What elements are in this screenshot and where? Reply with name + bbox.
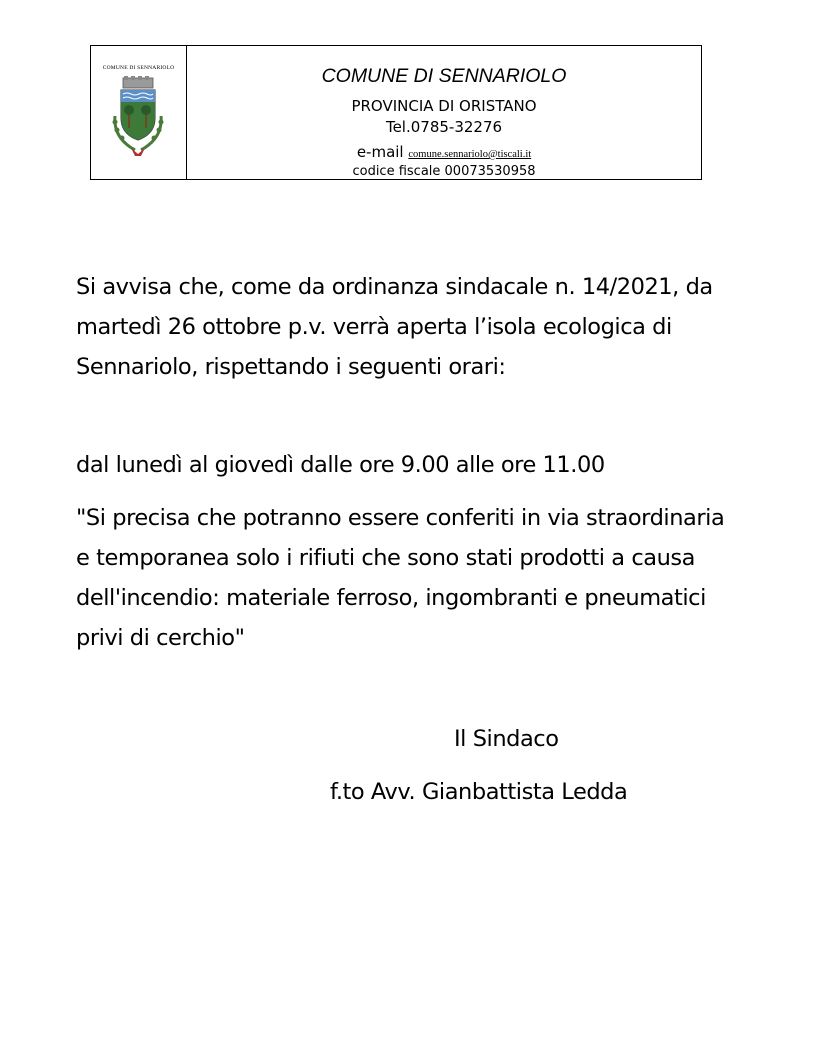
email-line	[187, 143, 701, 164]
crest-cell	[91, 46, 187, 179]
signature-title: Il Sindaco	[454, 726, 559, 752]
letterhead-box	[90, 45, 702, 180]
notice-paragraph-opening: Si avvisa che, come da ordinanza sindacale n. 14/2021, da martedì 26 ottobre p.v. verrà aperta l’isola ecologica di Sennariolo, rispettando i seguenti orari:	[76, 274, 713, 380]
notice-paragraph-hours: dal lunedì al giovedì dalle ore 9.00 alle ore 11.00	[76, 452, 605, 478]
email-label: e-mail	[356, 143, 404, 161]
municipality-title: COMUNE DI SENNARIOLO	[321, 65, 567, 87]
tax-code-line: codice fiscale 00073530958	[352, 164, 536, 179]
municipal-crest-icon	[107, 76, 169, 172]
notice-paragraph-details: "Si precisa che potranno essere conferiti in via straordinaria e temporanea solo i rifiuti che sono stati prodotti a causa dell'incendio: materiale ferroso, ingombranti e pneumatici privi di cerchio"	[76, 505, 725, 651]
letterhead-info	[187, 46, 701, 179]
province-line: PROVINCIA DI ORISTANO	[351, 97, 537, 115]
email-link[interactable]: comune.sennariolo@tiscali.it	[408, 149, 532, 160]
phone-line: Tel.0785-32276	[385, 118, 503, 136]
crest-caption: COMUNE DI SENNARIOLO	[102, 65, 175, 71]
signature-name: f.to Avv. Gianbattista Ledda	[330, 779, 628, 805]
